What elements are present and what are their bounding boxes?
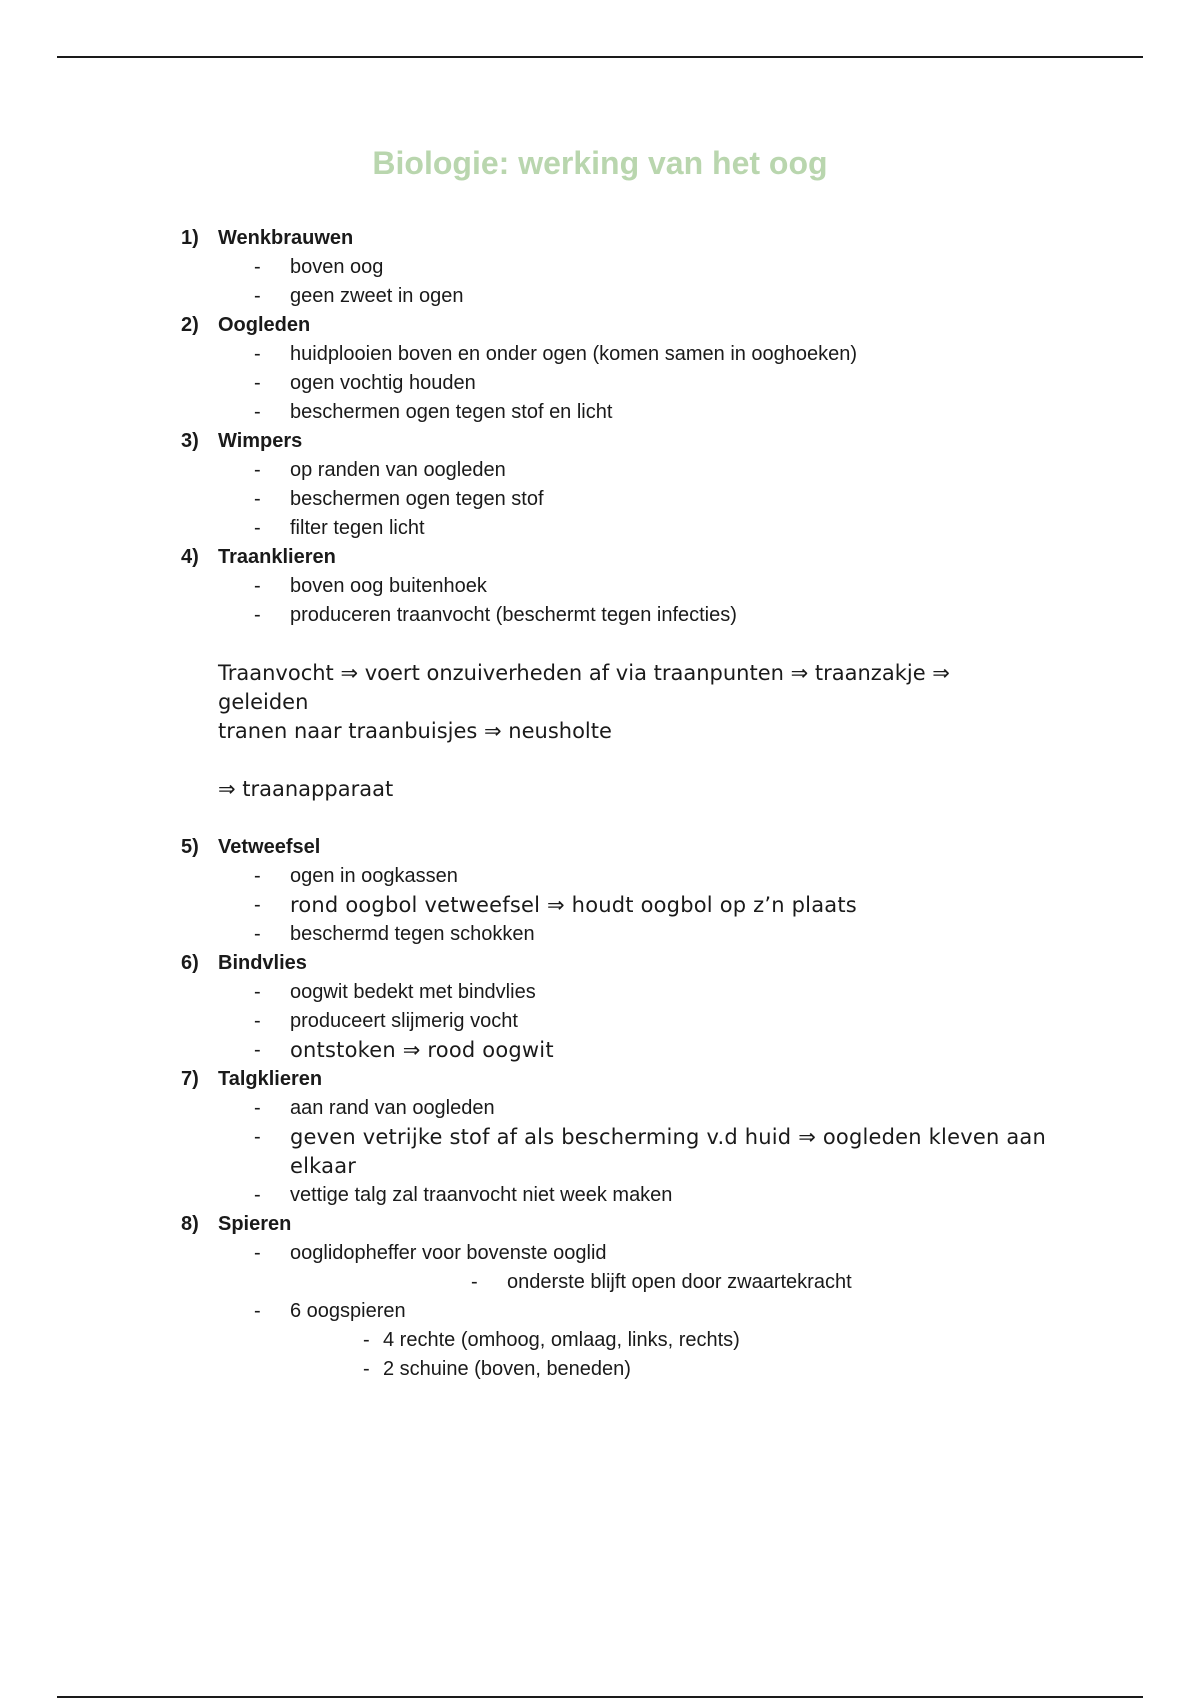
top-rule — [57, 56, 1143, 58]
list-item — [0, 369, 1200, 398]
bullet: - — [254, 1242, 261, 1264]
bullet: - — [254, 894, 261, 916]
section-number: 8) — [181, 1213, 199, 1235]
list-item-text: ogen vochtig houden — [290, 372, 476, 394]
bottom-rule — [57, 1696, 1143, 1698]
list-item-text: aan rand van oogleden — [290, 1097, 495, 1119]
list-item-text: boven oog buitenhoek — [290, 575, 487, 597]
bullet: - — [363, 1329, 370, 1351]
bullet: - — [254, 256, 261, 278]
list-item — [0, 572, 1200, 601]
section-title: Talgklieren — [218, 1068, 323, 1090]
section-heading — [0, 311, 1200, 340]
list-item — [0, 978, 1200, 1007]
bullet: - — [254, 1097, 261, 1119]
list-item-text: produceert slijmerig vocht — [290, 1010, 518, 1032]
section-number: 7) — [181, 1068, 199, 1090]
bullet: - — [254, 459, 261, 481]
section-heading — [0, 427, 1200, 456]
sub-list-item — [0, 1326, 1200, 1355]
list-item-text: vettige talg zal traanvocht niet week maken — [290, 1184, 673, 1206]
section-number: 3) — [181, 430, 199, 452]
list-item-text: op randen van oogleden — [290, 459, 506, 481]
bullet: - — [363, 1358, 370, 1380]
section-title: Oogleden — [218, 314, 311, 336]
bullet: - — [254, 1010, 261, 1032]
list-item — [0, 253, 1200, 282]
list-item — [0, 340, 1200, 369]
traanapparaat-conclusion: ⇒ traanapparaat — [218, 777, 394, 801]
list-item — [0, 862, 1200, 891]
list-item-text: 6 oogspieren — [290, 1300, 406, 1322]
spacer — [0, 630, 1200, 659]
list-item-text: ogen in oogkassen — [290, 865, 458, 887]
section-number: 5) — [181, 836, 199, 858]
bullet: - — [254, 488, 261, 510]
bullet: - — [254, 372, 261, 394]
list-item — [0, 1181, 1200, 1210]
bullet: - — [254, 1184, 261, 1206]
list-item-text: 4 rechte (omhoog, omlaag, links, rechts) — [383, 1329, 740, 1351]
section-title: Bindvlies — [218, 952, 307, 974]
list-item-text: onderste blijft open door zwaartekracht — [507, 1271, 852, 1293]
list-item — [0, 601, 1200, 630]
list-item-text: beschermen ogen tegen stof — [290, 488, 544, 510]
list-item — [0, 514, 1200, 543]
list-item — [0, 1036, 1200, 1065]
section-heading — [0, 833, 1200, 862]
list-item — [0, 1007, 1200, 1036]
list-item — [0, 485, 1200, 514]
bullet: - — [471, 1271, 478, 1293]
bullet: - — [254, 604, 261, 626]
section-title: Spieren — [218, 1213, 292, 1235]
list-item-text: beschermen ogen tegen stof en licht — [290, 401, 613, 423]
list-item-text: huidplooien boven en onder ogen (komen samen in ooghoeken) — [290, 343, 858, 365]
section-heading — [0, 1065, 1200, 1094]
spacer — [0, 746, 1200, 775]
bullet: - — [254, 1039, 261, 1061]
bullet: - — [254, 285, 261, 307]
sub-list-item — [0, 1355, 1200, 1384]
list-item — [0, 1123, 1200, 1181]
document-body — [0, 224, 1200, 1384]
paragraph-line: tranen naar traanbuisjes ⇒ neusholte — [218, 719, 612, 743]
section-number: 4) — [181, 546, 199, 568]
bullet: - — [254, 981, 261, 1003]
list-item-text: ontstoken ⇒ rood oogwit — [290, 1038, 554, 1062]
section-heading — [0, 224, 1200, 253]
section-title: Wimpers — [218, 430, 303, 452]
section-heading — [0, 949, 1200, 978]
list-item-text: beschermd tegen schokken — [290, 923, 535, 945]
section-number: 1) — [181, 227, 199, 249]
list-item-text: geven vetrijke stof af als bescherming v.d huid ⇒ oogleden kleven aan elkaar — [290, 1125, 1046, 1178]
list-item-text: 2 schuine (boven, beneden) — [383, 1358, 631, 1380]
list-item — [0, 1297, 1200, 1326]
list-item-text: geen zweet in ogen — [290, 285, 464, 307]
list-item-text: ooglidopheffer voor bovenste ooglid — [290, 1242, 607, 1264]
section-heading — [0, 543, 1200, 572]
paragraph-line: Traanvocht ⇒ voert onzuiverheden af via traanpunten ⇒ traanzakje ⇒ geleiden — [218, 661, 950, 714]
traanvocht-paragraph — [218, 659, 1038, 746]
list-item — [0, 398, 1200, 427]
list-item — [0, 456, 1200, 485]
bullet: - — [254, 343, 261, 365]
list-item-text: rond oogbol vetweefsel ⇒ houdt oogbol op z’n plaats — [290, 893, 857, 917]
list-item-text: oogwit bedekt met bindvlies — [290, 981, 536, 1003]
list-item-text: filter tegen licht — [290, 517, 425, 539]
section-number: 2) — [181, 314, 199, 336]
section-title: Wenkbrauwen — [218, 227, 354, 249]
section-title: Vetweefsel — [218, 836, 321, 858]
bullet: - — [254, 865, 261, 887]
bullet: - — [254, 401, 261, 423]
list-item — [0, 920, 1200, 949]
spacer — [0, 804, 1200, 833]
list-item — [0, 1094, 1200, 1123]
list-item — [0, 1239, 1200, 1268]
list-item — [0, 282, 1200, 311]
sub-list-item — [0, 1268, 1200, 1297]
list-item — [0, 891, 1200, 920]
bullet: - — [254, 1126, 261, 1148]
bullet: - — [254, 923, 261, 945]
bullet: - — [254, 1300, 261, 1322]
section-number: 6) — [181, 952, 199, 974]
section-heading — [0, 1210, 1200, 1239]
list-item-text: produceren traanvocht (beschermt tegen infecties) — [290, 604, 737, 626]
page-title: Biologie: werking van het oog — [372, 145, 828, 181]
bullet: - — [254, 575, 261, 597]
list-item-text: boven oog — [290, 256, 384, 278]
bullet: - — [254, 517, 261, 539]
section-title: Traanklieren — [218, 546, 336, 568]
